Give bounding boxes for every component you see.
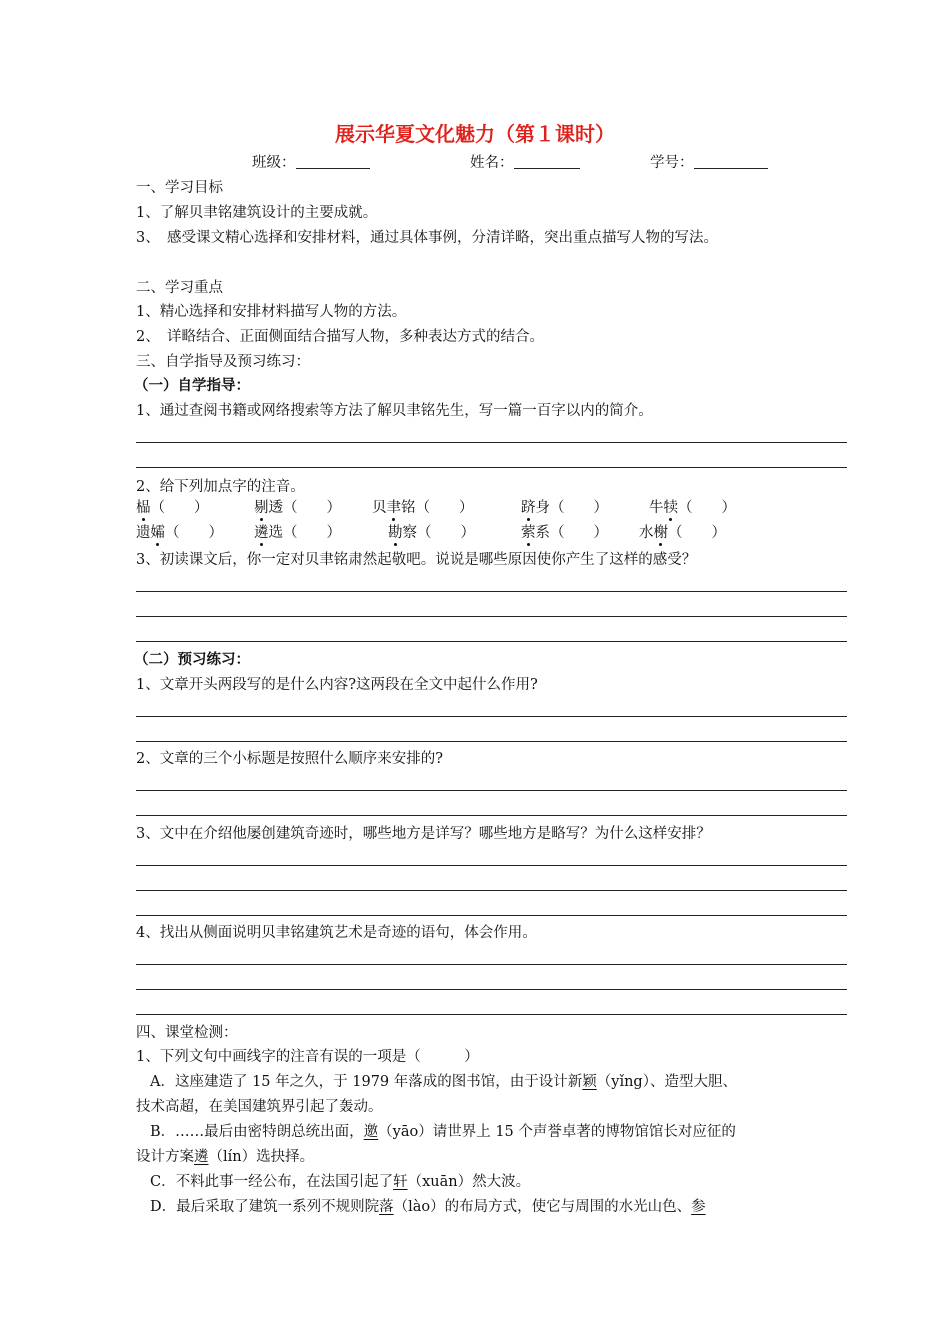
pinyin-item: 贝聿铭（ ） — [372, 500, 474, 516]
option-b-cont: 设计方案遴（lín）选抉择。 — [136, 1149, 315, 1165]
class-label: 班级： — [252, 155, 296, 171]
pinyin-item: 牛犊（ ） — [649, 500, 736, 516]
objective-3: 3、 感受课文精心选择和安排材料，通过具体事例，分清详略，突出重点描写人物的写法。 — [136, 230, 718, 246]
answer-line[interactable] — [136, 890, 847, 891]
answer-line[interactable] — [136, 989, 847, 990]
pinyin-item: 萦系（ ） — [521, 525, 608, 541]
section3-heading: 三、自学指导及预习练习： — [136, 354, 310, 370]
study-question-1: 1、通过查阅书籍或网络搜索等方法了解贝聿铭先生，写一篇一百字以内的简介。 — [136, 403, 653, 419]
option-d: D．最后采取了建筑一系列不规则院落（lào）的布局方式，使它与周围的水光山色、参 — [150, 1199, 706, 1215]
name-blank[interactable] — [514, 152, 580, 169]
preview-question-4: 4、找出从侧面说明贝聿铭建筑艺术是奇迹的语句，体会作用。 — [136, 925, 537, 941]
answer-line[interactable] — [136, 741, 847, 742]
subsection-self-study: （一）自学指导： — [134, 378, 250, 394]
preview-question-1: 1、文章开头两段写的是什么内容?这两段在全文中起什么作用? — [136, 677, 538, 693]
section1-heading: 一、学习目标 — [136, 180, 223, 196]
name-label: 姓名： — [470, 155, 514, 171]
section2-heading: 二、学习重点 — [136, 280, 223, 296]
preview-question-3: 3、文中在介绍他屡创建筑奇迹时，哪些地方是详写？哪些地方是略写？为什么这样安排？ — [136, 826, 711, 842]
answer-line[interactable] — [136, 915, 847, 916]
preview-question-2: 2、文章的三个小标题是按照什么顺序来安排的? — [136, 751, 443, 767]
answer-line[interactable] — [136, 616, 847, 617]
pinyin-item: 遴选（ ） — [254, 525, 341, 541]
pinyin-item: 勘察（ ） — [388, 525, 475, 541]
page-title: 展示华夏文化魅力（第１课时） — [335, 122, 615, 146]
test-question-1: 1、下列文句中画线字的注音有误的一项是（ ） — [136, 1049, 479, 1065]
answer-line[interactable] — [136, 467, 847, 468]
objective-1: 1、了解贝聿铭建筑设计的主要成就。 — [136, 205, 378, 221]
answer-line[interactable] — [136, 442, 847, 443]
pinyin-item: 剔透（ ） — [254, 500, 341, 516]
class-blank[interactable] — [296, 152, 370, 169]
option-b: B．……最后由密特朗总统出面，邀（yāo）请世界上 15 个声誉卓著的博物馆馆长对应征的 — [150, 1124, 736, 1140]
study-question-2: 2、给下列加点字的注音。 — [136, 479, 305, 495]
id-blank[interactable] — [694, 152, 768, 169]
answer-line[interactable] — [136, 964, 847, 965]
answer-line[interactable] — [136, 865, 847, 866]
answer-line[interactable] — [136, 641, 847, 642]
focus-1: 1、精心选择和安排材料描写人物的方法。 — [136, 304, 407, 320]
option-a: A．这座建造了 15 年之久，于 1979 年落成的图书馆，由于设计新颖（yǐng）、造型大胆、 — [150, 1074, 737, 1090]
answer-line[interactable] — [136, 1014, 847, 1015]
pinyin-item: 水榭（ ） — [639, 525, 726, 541]
section4-heading: 四、课堂检测： — [136, 1025, 238, 1041]
answer-line[interactable] — [136, 790, 847, 791]
answer-line[interactable] — [136, 591, 847, 592]
study-question-3: 3、初读课文后，你一定对贝聿铭肃然起敬吧。说说是哪些原因使你产生了这样的感受？ — [136, 552, 697, 568]
option-a-cont: 技术高超，在美国建筑界引起了轰动。 — [136, 1099, 383, 1115]
id-label: 学号： — [650, 155, 694, 171]
pinyin-item: 榀（ ） — [136, 500, 209, 516]
option-c: C．不料此事一经公布，在法国引起了轩（xuān）然大波。 — [150, 1174, 531, 1190]
answer-line[interactable] — [136, 815, 847, 816]
focus-2: 2、 详略结合、正面侧面结合描写人物，多种表达方式的结合。 — [136, 329, 544, 345]
answer-line[interactable] — [136, 716, 847, 717]
pinyin-item: 遗孀（ ） — [136, 525, 223, 541]
student-info-row — [252, 152, 782, 173]
pinyin-item: 跻身（ ） — [521, 500, 608, 516]
subsection-preview: （二）预习练习： — [134, 652, 250, 668]
